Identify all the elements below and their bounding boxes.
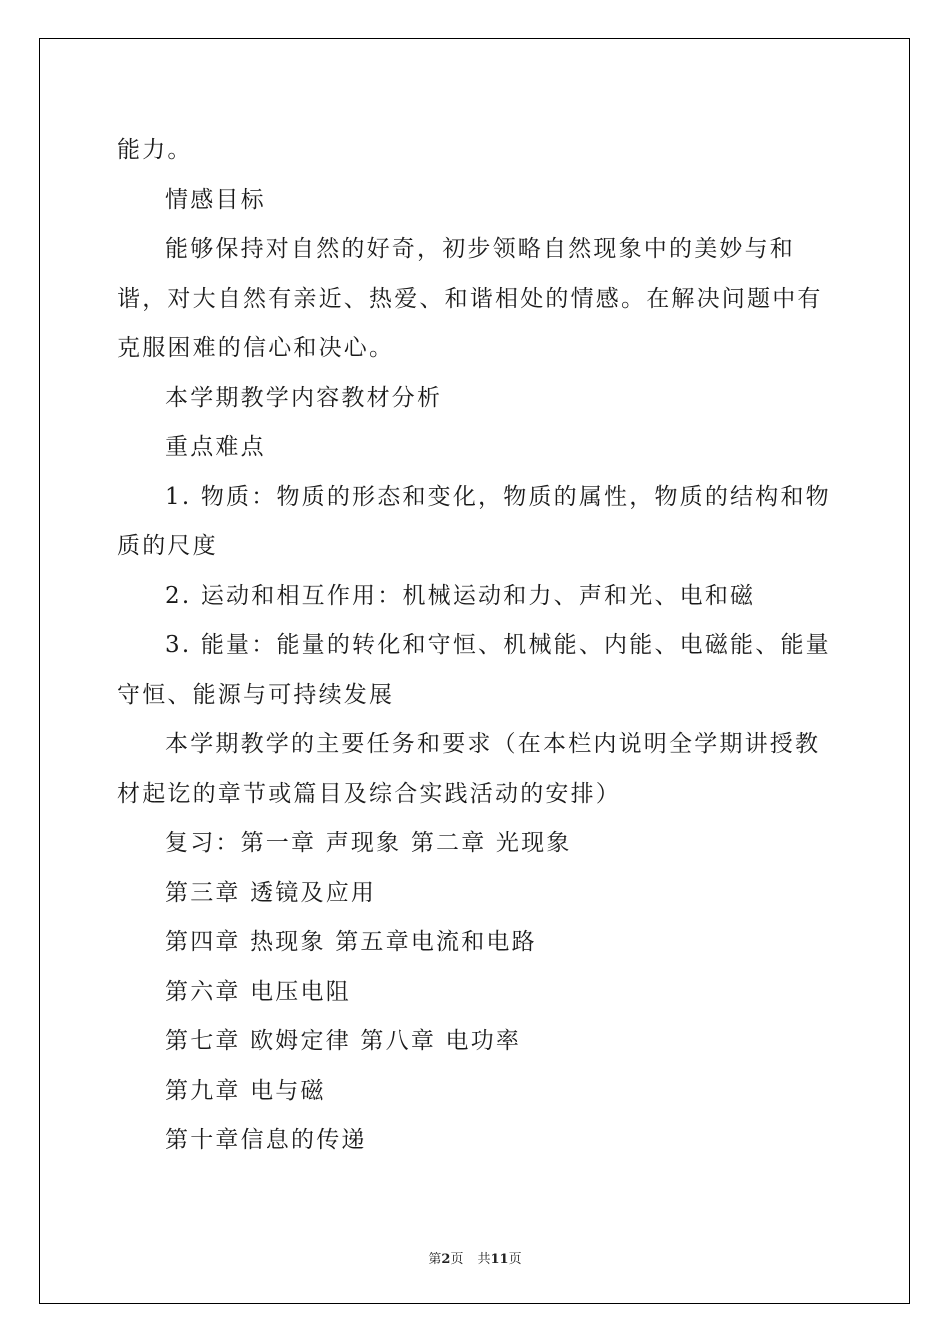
total-pages: 11 (490, 1252, 509, 1267)
page-suffix: 页 (450, 1252, 464, 1267)
section-heading-main-tasks: 本学期教学的主要任务和要求（在本栏内说明全学期讲授教材起讫的章节或篇目及综合实践活动的安排） (117, 731, 821, 807)
list-item: 2. 运动和相互作用：机械运动和力、声和光、电和磁 (165, 582, 756, 609)
chapter-line: 复习：第一章 声现象 第二章 光现象 (165, 830, 572, 856)
document-body (117, 126, 837, 1166)
list-item: 3. 能量：能量的转化和守恒、机械能、内能、电磁能、能量守恒、能源与可持续发展 (117, 632, 831, 708)
total-prefix: 共 (477, 1252, 491, 1267)
section-heading-emotion-goals: 情感目标 (165, 186, 266, 213)
page-number: 2 (441, 1252, 451, 1267)
chapter-line: 第九章 电与磁 (165, 1077, 326, 1104)
total-suffix: 页 (508, 1252, 522, 1267)
page-prefix: 第 (428, 1252, 442, 1267)
chapter-line: 第三章 透镜及应用 (165, 879, 377, 906)
paragraph: 能够保持对自然的好奇，初步领略自然现象中的美妙与和谐，对大自然有亲近、热爱、和谐相处的情感。在解决问题中有克服困难的信心和决心。 (117, 236, 823, 361)
paragraph: 能力。 (117, 137, 193, 163)
chapter-line: 第十章信息的传递 (165, 1127, 367, 1153)
page-footer (0, 1248, 950, 1267)
chapter-line: 第四章 热现象 第五章电流和电路 (165, 929, 537, 955)
chapter-line: 第七章 欧姆定律 第八章 电功率 (165, 1028, 522, 1054)
section-heading-content-analysis: 本学期教学内容教材分析 (165, 384, 443, 411)
section-heading-key-points: 重点难点 (165, 434, 266, 460)
chapter-line: 第六章 电压电阻 (165, 978, 351, 1005)
list-item: 1. 物质：物质的形态和变化，物质的属性，物质的结构和物质的尺度 (117, 483, 831, 559)
